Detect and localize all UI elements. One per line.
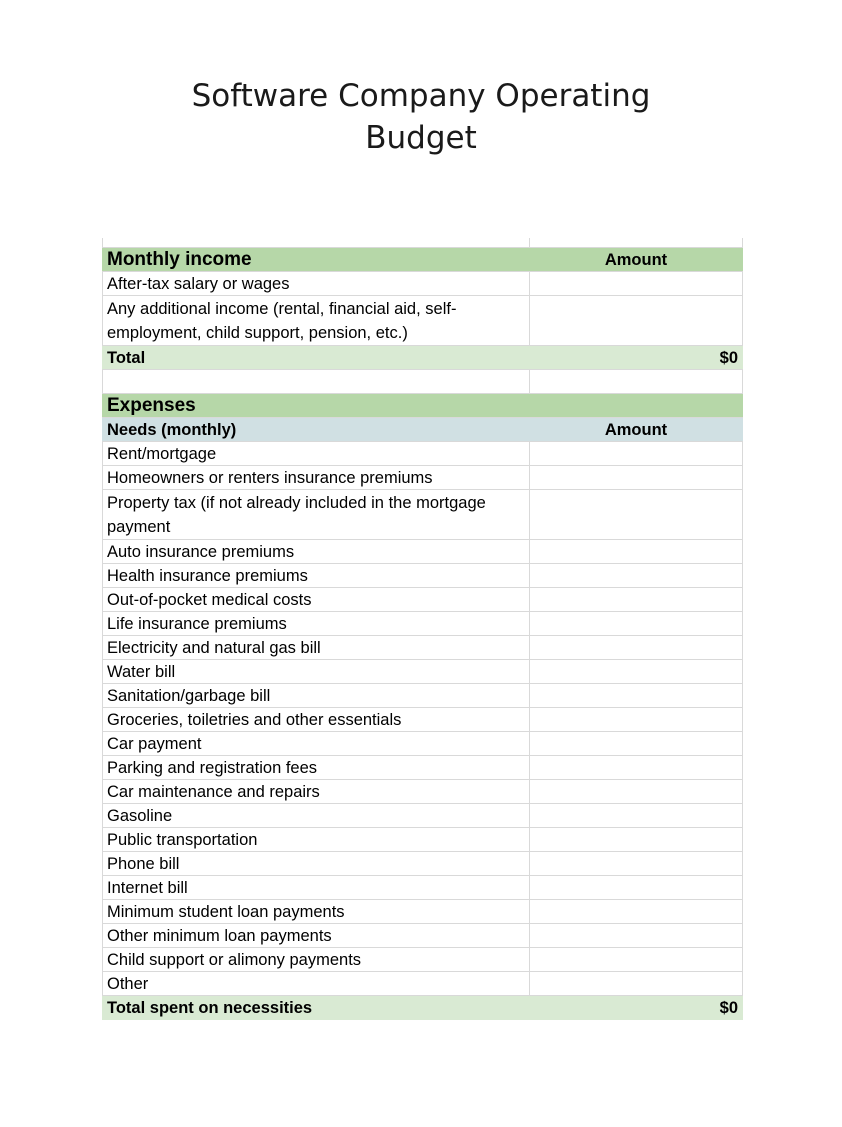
table-row bbox=[102, 900, 743, 924]
spacer-cell[interactable] bbox=[102, 238, 530, 248]
expense-item-label[interactable]: Life insurance premiums bbox=[102, 612, 530, 636]
expense-item-amount[interactable] bbox=[530, 876, 743, 900]
spacer-row bbox=[102, 370, 743, 394]
table-row bbox=[102, 490, 743, 540]
table-row bbox=[102, 612, 743, 636]
expense-item-label[interactable]: Out-of-pocket medical costs bbox=[102, 588, 530, 612]
expense-item-amount[interactable] bbox=[530, 948, 743, 972]
expense-item-label[interactable]: Phone bill bbox=[102, 852, 530, 876]
expense-item-amount[interactable] bbox=[530, 732, 743, 756]
expenses-total-row bbox=[102, 996, 743, 1020]
table-row bbox=[102, 540, 743, 564]
expense-item-amount[interactable] bbox=[530, 540, 743, 564]
expenses-header-blank[interactable] bbox=[530, 394, 743, 418]
needs-amount-header[interactable]: Amount bbox=[604, 421, 668, 439]
document-title-line-1: Software Company Operating bbox=[191, 78, 651, 114]
table-row bbox=[102, 296, 743, 346]
expenses-total-value[interactable]: $0 bbox=[719, 999, 738, 1017]
expense-item-label[interactable]: Groceries, toiletries and other essentials bbox=[102, 708, 530, 732]
expense-item-amount[interactable] bbox=[530, 972, 743, 996]
expense-item-label[interactable]: Internet bill bbox=[102, 876, 530, 900]
table-row bbox=[102, 684, 743, 708]
expenses-header-label[interactable]: Expenses bbox=[107, 395, 196, 416]
expense-item-amount[interactable] bbox=[530, 588, 743, 612]
expense-item-amount[interactable] bbox=[530, 828, 743, 852]
table-row bbox=[102, 828, 743, 852]
expense-item-label[interactable]: Minimum student loan payments bbox=[102, 900, 530, 924]
table-row bbox=[102, 924, 743, 948]
table-row bbox=[102, 442, 743, 466]
expense-item-label[interactable]: Child support or alimony payments bbox=[102, 948, 530, 972]
income-item-label[interactable]: After-tax salary or wages bbox=[102, 272, 530, 296]
table-row bbox=[102, 732, 743, 756]
table-row bbox=[102, 564, 743, 588]
document-title-line-2: Budget bbox=[365, 120, 477, 156]
expense-item-label[interactable]: Electricity and natural gas bill bbox=[102, 636, 530, 660]
expense-item-amount[interactable] bbox=[530, 564, 743, 588]
expense-item-amount[interactable] bbox=[530, 490, 743, 540]
expense-item-amount[interactable] bbox=[530, 852, 743, 876]
expense-item-amount[interactable] bbox=[530, 442, 743, 466]
needs-header-label[interactable]: Needs (monthly) bbox=[107, 421, 237, 439]
expense-item-label[interactable]: Other minimum loan payments bbox=[102, 924, 530, 948]
spacer-row bbox=[102, 238, 743, 248]
expense-item-amount[interactable] bbox=[530, 804, 743, 828]
expense-item-amount[interactable] bbox=[530, 780, 743, 804]
income-total-label[interactable]: Total bbox=[107, 349, 146, 367]
needs-header-row bbox=[102, 418, 743, 442]
expense-item-amount[interactable] bbox=[530, 612, 743, 636]
table-row bbox=[102, 852, 743, 876]
spacer-cell[interactable] bbox=[530, 370, 743, 394]
table-row bbox=[102, 948, 743, 972]
expense-item-label[interactable]: Auto insurance premiums bbox=[102, 540, 530, 564]
income-item-label[interactable]: Any additional income (rental, financial aid, self-employment, child support, pension, etc.) bbox=[102, 296, 530, 346]
table-row bbox=[102, 972, 743, 996]
budget-table bbox=[102, 238, 743, 1020]
expense-item-label[interactable]: Car maintenance and repairs bbox=[102, 780, 530, 804]
table-row bbox=[102, 466, 743, 490]
income-item-amount[interactable] bbox=[530, 272, 743, 296]
expense-item-label[interactable]: Rent/mortgage bbox=[102, 442, 530, 466]
expense-item-label[interactable]: Other bbox=[102, 972, 530, 996]
income-total-value[interactable]: $0 bbox=[719, 349, 738, 367]
expense-item-amount[interactable] bbox=[530, 636, 743, 660]
expenses-total-label[interactable]: Total spent on necessities bbox=[107, 999, 313, 1017]
expense-item-label[interactable]: Public transportation bbox=[102, 828, 530, 852]
expense-list bbox=[102, 442, 743, 996]
expense-item-label[interactable]: Car payment bbox=[102, 732, 530, 756]
table-row bbox=[102, 876, 743, 900]
expense-item-label[interactable]: Health insurance premiums bbox=[102, 564, 530, 588]
table-row bbox=[102, 756, 743, 780]
expense-item-amount[interactable] bbox=[530, 660, 743, 684]
income-amount-header[interactable]: Amount bbox=[604, 251, 668, 269]
expense-item-amount[interactable] bbox=[530, 684, 743, 708]
expense-item-amount[interactable] bbox=[530, 756, 743, 780]
expense-item-label[interactable]: Sanitation/garbage bill bbox=[102, 684, 530, 708]
expense-item-amount[interactable] bbox=[530, 924, 743, 948]
income-total-row bbox=[102, 346, 743, 370]
income-item-amount[interactable] bbox=[530, 296, 743, 346]
income-header-row bbox=[102, 248, 743, 272]
table-row bbox=[102, 708, 743, 732]
spacer-cell[interactable] bbox=[530, 238, 743, 248]
expense-item-amount[interactable] bbox=[530, 900, 743, 924]
expense-item-amount[interactable] bbox=[530, 466, 743, 490]
table-row bbox=[102, 588, 743, 612]
expense-item-label[interactable]: Homeowners or renters insurance premiums bbox=[102, 466, 530, 490]
expense-item-label[interactable]: Parking and registration fees bbox=[102, 756, 530, 780]
expense-item-amount[interactable] bbox=[530, 708, 743, 732]
table-row bbox=[102, 660, 743, 684]
expense-item-label[interactable]: Water bill bbox=[102, 660, 530, 684]
table-row bbox=[102, 804, 743, 828]
expenses-header-row bbox=[102, 394, 743, 418]
table-row bbox=[102, 272, 743, 296]
income-header-label[interactable]: Monthly income bbox=[107, 249, 252, 270]
expense-item-label[interactable]: Gasoline bbox=[102, 804, 530, 828]
table-row bbox=[102, 636, 743, 660]
spacer-cell[interactable] bbox=[102, 370, 530, 394]
document-title bbox=[0, 75, 842, 159]
expense-item-label[interactable]: Property tax (if not already included in the mortgage payment bbox=[102, 490, 530, 540]
table-row bbox=[102, 780, 743, 804]
